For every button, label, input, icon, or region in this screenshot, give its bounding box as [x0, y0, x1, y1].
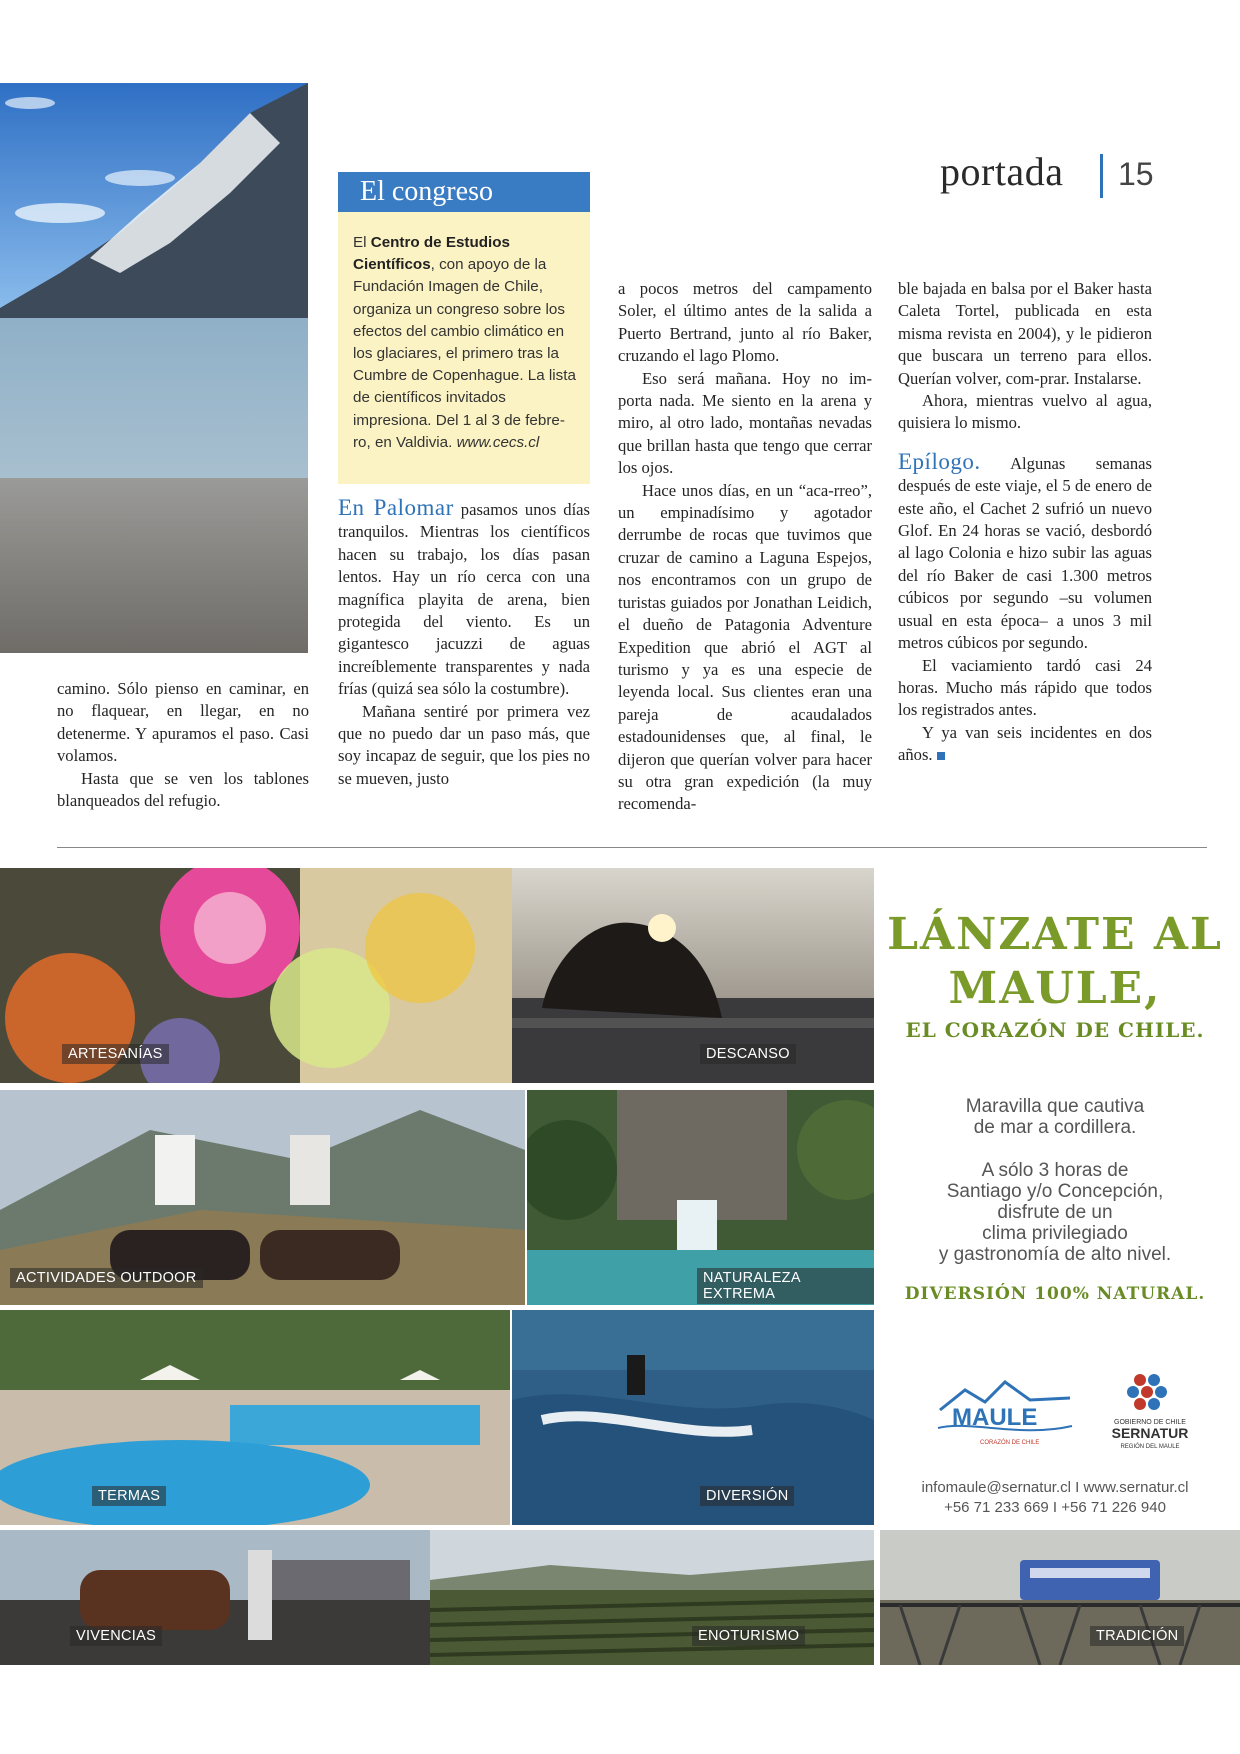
sidebar-text: El Centro de Estudios Científicos, con apoyo de la Fundación Imagen de Chile, organiza un congreso sobre los efectos del cambio climático en los glaciares, el primero tras la Cumbre de Copenhague. La lista de científicos invitados impresiona. Del 1 al 3 de febre-ro, en Valdivia. www.cecs.cl [353, 234, 576, 451]
lake-mountain-photo [0, 83, 308, 653]
ad-contact [880, 1478, 1230, 1518]
ad-tile-outdoor [0, 1090, 525, 1305]
ad-slogan: DIVERSIÓN 100% NATURAL. [904, 1284, 1206, 1304]
end-mark-icon [937, 752, 945, 760]
paragraph: Ahora, mientras vuelvo al agua, quisiera lo mismo. [898, 391, 1152, 433]
article-column-3 [618, 278, 872, 816]
tile-label: NATURALEZA EXTREMA [697, 1268, 874, 1304]
paragraph: Y ya van seis incidentes en dos años. [898, 722, 1152, 765]
ad-body: A sólo 3 horas de Santiago y/o Concepción, disfrute de un clima privilegiado y gastronomía de alto nivel. [938, 1160, 1172, 1265]
ad-tile-rest [512, 868, 874, 1083]
paragraph: El vaciamiento tardó casi 24 horas. Mucho más rápido que todos los registrados antes. [898, 655, 1152, 720]
page-divider [57, 847, 1207, 848]
ad-tagline: Maravilla que cautiva de mar a cordillera. [965, 1096, 1145, 1138]
sidebar-title: El congreso [360, 176, 493, 207]
ad-tile-fun [512, 1310, 874, 1525]
tile-label: ACTIVIDADES OUTDOOR [10, 1268, 203, 1288]
sernatur-emblem-icon [1127, 1374, 1167, 1410]
header-divider [1100, 154, 1103, 198]
tile-label: VIVENCIAS [70, 1626, 162, 1646]
ad-tile-hot-springs [0, 1310, 510, 1525]
maule-logo-text: MAULE [952, 1404, 1038, 1431]
contact-email-web[interactable]: infomaule@sernatur.cl I www.sernatur.cl [921, 1479, 1189, 1496]
paragraph: a pocos metros del campamento Soler, el último antes de la salida a Puerto Bertrand, junto al río Baker, cruzando el lago Plomo. [618, 279, 872, 366]
sernatur-region-text: REGIÓN DEL MAULE [1120, 1444, 1180, 1450]
maule-logo [930, 1370, 1080, 1452]
tile-label: DIVERSIÓN [700, 1486, 794, 1506]
paragraph: camino. Sólo pienso en caminar, en no flaquear, en llegar, en no detenerme. Y apuramos el paso. Casi volamos. [57, 679, 309, 766]
tile-label: ARTESANÍAS [62, 1044, 169, 1064]
ad-headline: LÁNZATE AL MAULE, [887, 909, 1223, 1014]
paragraph: Hasta que se ven los tablones blanqueados del refugio. [57, 768, 309, 811]
tile-label: DESCANSO [700, 1044, 796, 1064]
paragraph: Hace unos días, en un “aca-rreo”, un empinadísimo y agotador derrumbe de rocas que tuvimos que cruzar de camino a Laguna Espejos, nos encontramos con un grupo de turistas guiados por Jonathan Leidich, el dueño de Patagonia Adventure Expedition que abrió el AGT al turismo y ya es una especie de leyenda local. Sus clientes eran una pareja de acaudalados estadounidenses que, al final, le dijeron que querían volver para hacer su otra gran expedición (la muy recomenda- [618, 480, 872, 814]
sidebar-bold-org: Centro de Estudios Científicos [353, 234, 510, 274]
ad-subhead: EL CORAZÓN DE CHILE. [905, 1018, 1205, 1042]
ad-tile-wine-tourism [430, 1530, 874, 1665]
article-column-2 [338, 497, 590, 790]
paragraph: ble bajada en balsa por el Baker hasta Caleta Tortel, publicada en esta misma revista en 2004), y le pidieron que buscara un terreno para ellos. Querían volver, com-prar. Instalarse. [898, 279, 1152, 388]
paragraph: Epílogo. Algunas semanas después de este viaje, el 5 de enero de este año, el Cachet 2 sufrió un nuevo Glof. En 24 horas se vació, desbordó al lago Colonia e hizo subir las aguas del río Baker de casi 1.300 metros cúbicos por segundo –su volumen usual en esta época– a unos 3 mil metros cúbicos por segundo. [898, 448, 1152, 653]
article-column-4 [898, 278, 1152, 767]
paragraph: En Palomar pasamos unos días tranquilos. Mientras los científicos hacen su trabajo, los días pasan lentos. Hay un río cerca con una magnífica playita de arena, bien protegida del viento. Es un gigantesco jacuzzi de aguas increíblemente transparentes y nada frías (quizá sea sólo la costumbre). [338, 495, 590, 699]
tile-label: TRADICIÓN [1090, 1626, 1184, 1646]
ad-tile-crafts [0, 868, 512, 1083]
ad-tile-tradition [880, 1530, 1240, 1665]
tile-label: TERMAS [92, 1486, 166, 1506]
paragraph: Eso será mañana. Hoy no im-porta nada. Me siento en la arena y miro, al otro lado, montañas nevadas que brillan hasta que tengo que cerrar los ojos. [618, 368, 872, 478]
sernatur-name-text: SERNATUR [1111, 1425, 1189, 1441]
sernatur-gov-text: GOBIERNO DE CHILE [1114, 1419, 1186, 1426]
contact-phones: +56 71 233 669 I +56 71 226 940 [944, 1499, 1166, 1516]
ad-tile-extreme-nature [527, 1090, 874, 1305]
section-lead: Epílogo. [898, 448, 981, 474]
article-column-1 [57, 678, 309, 812]
tile-label: ENOTURISMO [692, 1626, 805, 1646]
ad-tile-experiences [0, 1530, 430, 1665]
paragraph: Mañana sentiré por primera vez que no puedo dar un paso más, que soy incapaz de seguir, que los pies no se mueven, justo [338, 701, 590, 788]
sidebar-link[interactable]: www.cecs.cl [456, 433, 540, 451]
sernatur-logo [1100, 1362, 1200, 1458]
section-title: portada [940, 149, 1064, 194]
section-lead: En Palomar [338, 495, 454, 520]
page-number: 15 [1118, 156, 1154, 192]
maule-logo-subtext: CORAZÓN DE CHILE [980, 1440, 1040, 1446]
